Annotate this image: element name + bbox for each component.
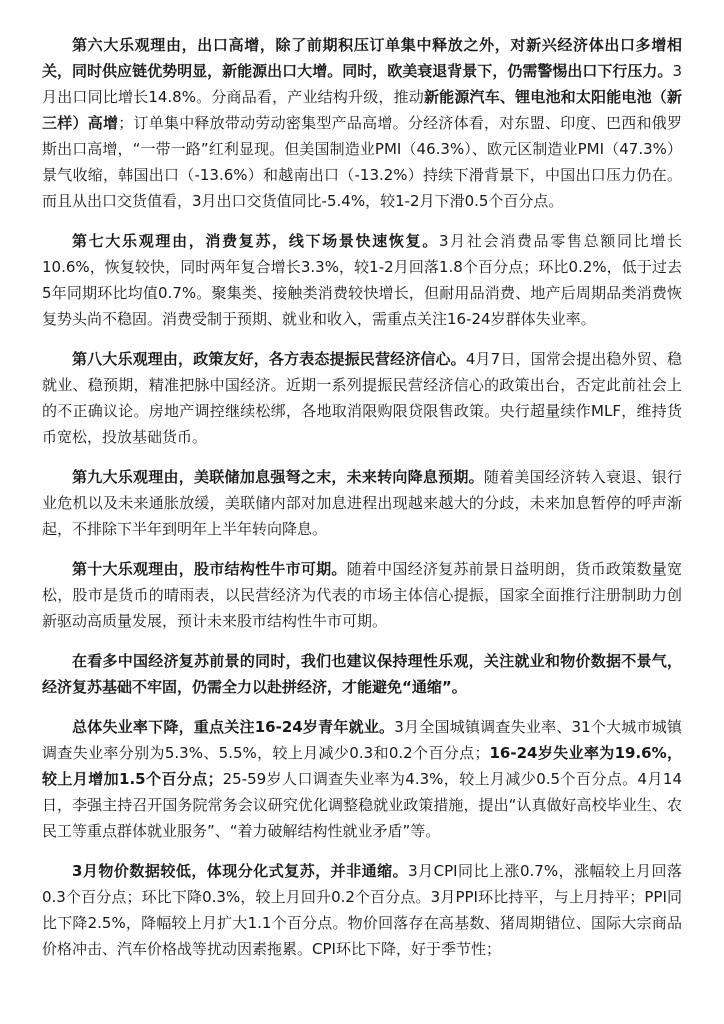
paragraph-caution (42, 648, 682, 700)
policy-body: 4月7日，国常会提出稳外贸、稳就业、稳预期，精准把脉中国经济。近期一系列提振民营经济信心的政策出台，否定此前社会上的不正确议论。房地产调控继续松绑，各地取消限购限贷限售政策。央行超量续作MLF，维持货币宽松，投放基础货币。 (42, 350, 682, 446)
paragraph-consumption (42, 228, 682, 332)
paragraph-stock-market (42, 556, 682, 634)
unemployment-heading: 总体失业率下降，重点关注16-24岁青年就业。 (72, 718, 395, 736)
consumption-body: 3月社会消费品零售总额同比增长10.6%，恢复较快，同时两年复合增长3.3%，较1-2月回落1.8个百分点；环比0.2%，低于过去5年同期环比均值0.7%。聚集类、接触类消费较快增长，但耐用品消费、地产后周期品类消费恢复势头尚不稳固。消费受制于预期、就业和收入，需重点关注16-24岁群体失业率。 (42, 232, 682, 328)
paragraph-prices (42, 858, 682, 962)
prices-body: 3月CPI同比上涨0.7%，涨幅较上月回落0.3个百分点；环比下降0.3%，较上月回升0.2个百分点。3月PPI环比持平，与上月持平；PPI同比下降2.5%，降幅较上月扩大1.1个百分点。物价回落存在高基数、猪周期错位、国际大宗商品价格冲击、汽车价格战等扰动因素拖累。CPI环比下降，好于季节性； (42, 862, 682, 958)
export-body: 3月出口同比增长14.8%。分商品看，产业结构升级，推动 (42, 62, 682, 106)
paragraph-fed (42, 464, 682, 542)
unemployment-body: 3月全国城镇调查失业率、31个大城市城镇调查失业率分别为5.3%、5.5%，较上月减少0.3和0.2个百分点； (42, 718, 682, 762)
paragraph-unemployment (42, 714, 682, 844)
unemployment-body-continued: 25-59岁人口调查失业率为4.3%，较上月减少0.5个百分点。4月14日，李强主持召开国务院常务会议研究优化调整稳就业政策措施，提出“认真做好高校毕业生、农民工等重点群体就业服务”、“着力破解结构性就业矛盾”等。 (42, 770, 682, 840)
paragraph-policy (42, 346, 682, 450)
stock-market-heading: 第十大乐观理由，股市结构性牛市可期。 (72, 560, 347, 578)
export-new-three-highlight: 新能源汽车、锂电池和太阳能电池（新三样）高增 (42, 88, 682, 132)
youth-unemployment-highlight: 16-24岁失业率为19.6%，较上月增加1.5个百分点； (42, 744, 682, 788)
consumption-heading: 第七大乐观理由，消费复苏，线下场景快速恢复。 (72, 232, 439, 250)
paragraph-export (42, 32, 682, 214)
fed-body: 随着美国经济转入衰退、银行业危机以及未来通胀放缓，美联储内部对加息进程出现越来越大的分歧，未来加息暂停的呼声渐起，不排除下半年到明年上半年转向降息。 (42, 468, 682, 538)
export-body-continued: ；订单集中释放带动劳动密集型产品高增。分经济体看，对东盟、印度、巴西和俄罗斯出口高增，“一带一路”红利显现。但美国制造业PMI（46.3%）、欧元区制造业PMI（47.3%）景气收缩，韩国出口（-13.6%）和越南出口（-13.2%）持续下滑背景下，中国出口压力仍在。而且从出口交货值看，3月出口交货值同比-5.4%，较1-2月下滑0.5个百分点。 (42, 114, 682, 210)
prices-heading: 3月物价数据较低，体现分化式复苏，并非通缩。 (72, 862, 409, 880)
stock-market-body: 随着中国经济复苏前景日益明朗，货币政策数量宽松，股市是货币的晴雨表，以民营经济为代表的市场主体信心提振，国家全面推行注册制助力创新驱动高质量发展，预计未来股市结构性牛市可期。 (42, 560, 682, 630)
caution-statement: 在看多中国经济复苏前景的同时，我们也建议保持理性乐观，关注就业和物价数据不景气，经济复苏基础不牢固，仍需全力以赴拼经济，才能避免“通缩”。 (42, 652, 682, 696)
export-heading: 第六大乐观理由，出口高增，除了前期积压订单集中释放之外，对新兴经济体出口多增相关，同时供应链优势明显，新能源出口大增。同时，欧美衰退背景下，仍需警惕出口下行压力。 (42, 36, 682, 80)
policy-heading: 第八大乐观理由，政策友好，各方表态提振民营经济信心。 (72, 350, 466, 368)
fed-heading: 第九大乐观理由，美联储加息强弩之末，未来转向降息预期。 (72, 468, 484, 486)
